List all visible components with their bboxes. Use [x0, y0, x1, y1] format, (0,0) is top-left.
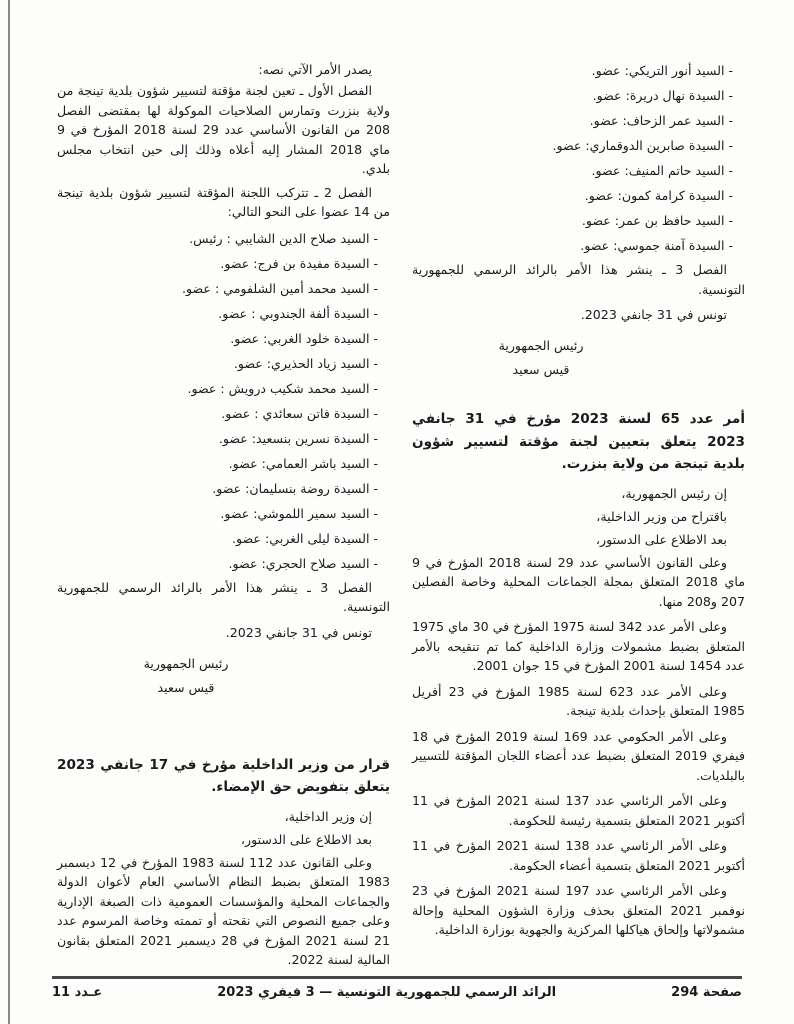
visas-list-left [57, 853, 390, 970]
decree-heading: أمر عدد 65 لسنة 2023 مؤرخ في 31 جانفي 2023 يتعلق بتعيين لجنة مؤقتة لتسيير شؤون بلدية تينجة من ولاية بنزرت. [412, 411, 745, 472]
dateline-left: تونس في 31 جانفي 2023. [225, 624, 372, 640]
footer-rule [52, 976, 742, 979]
member-item: - السيد محمد أمين الشلفومي : عضو. [182, 280, 378, 296]
member-item: - السيدة روضة بنسليمان: عضو. [212, 480, 378, 496]
signature-name: قيس سعيد [512, 362, 570, 377]
member-item: - السيد سمير اللموشي: عضو. [220, 505, 378, 521]
article-2: الفصل 2 ـ تتركب اللجنة المؤقتة لتسيير شؤون بلدية تينجة من 14 عضوا على النحو التالي: [57, 184, 390, 219]
dateline-right: تونس في 31 جانفي 2023. [580, 307, 727, 322]
member-item: - السيدة فاتن سعائدي : عضو. [221, 405, 378, 421]
article-1: الفصل الأول ـ تعين لجنة مؤقتة لتسيير شؤون بلدية تينجة من ولاية بنزرت وتمارس الصلاحيات الموكولة لها بمقتضى الفصل 208 من القانون الأساسي عدد 29 لسنة 2018 المؤرخ في 9 ماي 2018 المشار إليه أعلاه وذلك إلى حين انتخاب مجلس بلدي. [57, 83, 390, 176]
article-3-left: الفصل 3 ـ ينشر هذا الأمر بالرائد الرسمي للجمهورية التونسية. [57, 579, 390, 614]
visa-paragraph: وعلى الأمر الحكومي عدد 169 لسنة 2019 المؤرخ في 18 فيفري 2019 المتعلق بضبط عدد أعضاء اللجان المؤقتة للتسيير بالبلديات. [412, 728, 745, 783]
visa-paragraph: وعلى الأمر عدد 623 لسنة 1985 المؤرخ في 23 أفريل 1985 المتعلق بإحداث بلدية تينجة. [412, 683, 745, 718]
article-3-right: الفصل 3 ـ ينشر هذا الأمر بالرائد الرسمي للجمهورية التونسية. [412, 262, 745, 297]
issue-line: يصدر الأمر الآتي نصه: [258, 62, 372, 77]
members-list-left [57, 226, 390, 576]
preamble-line: بعد الاطلاع على الدستور، [240, 831, 372, 847]
page-content [57, 58, 745, 976]
preamble-line: بعد الاطلاع على الدستور، [595, 531, 727, 547]
member-item: - السيد باشر العمامي: عضو. [228, 455, 378, 471]
visas-list-right [412, 553, 745, 940]
preamble-line: إن رئيس الجمهورية، [621, 485, 727, 501]
decision-heading: قرار من وزير الداخلية مؤرخ في 17 جانفي 2023 يتعلق بتفويض حق الإمضاء. [57, 756, 390, 795]
journal-title: الرائد الرسمي للجمهورية التونسية — 3 فيفري 2023 [217, 985, 557, 1000]
footer [52, 985, 742, 1000]
preamble-line: باقتراح من وزير الداخلية، [596, 508, 727, 524]
member-item: - السيد زياد الحذيري: عضو. [233, 355, 378, 371]
member-item: - السيدة مفيدة بن فرج: عضو. [220, 255, 378, 271]
column-right [412, 58, 745, 976]
visa-paragraph: وعلى الأمر عدد 342 لسنة 1975 المؤرخ في 30 ماي 1975 المتعلق بضبط مشمولات وزارة الداخلية كما تم تنقيحه بالأمر عدد 1454 لسنة 2001 المؤرخ في 15 جوان 2001. [412, 619, 745, 673]
member-item: - السيدة آمنة جموسي: عضو. [580, 238, 733, 253]
members-list-right [412, 58, 745, 258]
signature-block-right [499, 334, 584, 382]
signature-title: رئيس الجمهورية [143, 655, 229, 671]
member-item: - السيد حافظ بن عمر: عضو. [581, 213, 733, 228]
visa-paragraph: وعلى القانون عدد 112 لسنة 1983 المؤرخ في 12 ديسمبر 1983 المتعلق بضبط النظام الأساسي العام لأعوان الدولة والجماعات المحلية والمؤسسات العمومية ذات الصبغة الإدارية وعلى جميع النصوص التي نقحته أو تممته وخاصة المرسوم عدد 21 لسنة 2021 المؤرخ في 28 ديسمبر 2021 المتعلق بقانون المالية لسنة 2022. [57, 854, 390, 967]
preamble-list-left [57, 805, 390, 851]
visa-paragraph: وعلى الأمر الرئاسي عدد 138 لسنة 2021 المؤرخ في 11 أكتوبر 2021 المتعلق بتسمية أعضاء الحكومة. [412, 838, 745, 873]
member-item: - السيدة خلود الغربي: عضو. [230, 330, 378, 346]
member-item: - السيدة نهال دريرة: عضو. [592, 88, 733, 103]
member-item: - السيدة ألفة الجندوبي : عضو. [218, 305, 378, 321]
scan-border-left [8, 0, 10, 1024]
visa-paragraph: وعلى الأمر الرئاسي عدد 137 لسنة 2021 المؤرخ في 11 أكتوبر 2021 المتعلق بتسمية رئيسة للحكومة. [412, 793, 745, 828]
issue-number: عـدد 11 [52, 985, 103, 1000]
page-number: صفحة 294 [671, 985, 742, 1000]
column-left [57, 58, 390, 976]
member-item: - السيد صلاح الحجري: عضو. [228, 555, 378, 571]
member-item: - السيدة ليلى الغربي: عضو. [232, 530, 378, 546]
member-item: - السيد محمد شكيب درويش : عضو. [187, 380, 378, 396]
member-item: - السيدة نسرين بنسعيد: عضو. [218, 430, 378, 446]
signature-title: رئيس الجمهورية [498, 338, 584, 353]
preamble-list-right [412, 482, 745, 551]
member-item: - السيد صلاح الدين الشايبي : رئيس. [189, 230, 378, 246]
visa-paragraph: وعلى القانون الأساسي عدد 29 لسنة 2018 المؤرخ في 9 ماي 2018 المتعلق بمجلة الجماعات المحلية وخاصة الفصلين 207 و208 منها. [412, 554, 745, 609]
member-item: - السيدة كرامة كمون: عضو. [584, 188, 733, 203]
signature-block-left [144, 652, 229, 700]
preamble-line: إن وزير الداخلية، [284, 808, 372, 824]
member-item: - السيد حاتم المنيف: عضو. [591, 163, 733, 178]
signature-name: قيس سعيد [157, 679, 215, 695]
member-item: - السيدة صابرين الدوقماري: عضو. [552, 138, 733, 153]
member-item: - السيد أنور التريكي: عضو. [591, 63, 733, 78]
visa-paragraph: وعلى الأمر الرئاسي عدد 197 لسنة 2021 المؤرخ في 23 نوفمبر 2021 المتعلق بحذف وزارة الشؤون المحلية وإحالة مشمولاتها وإلحاق هياكلها المركزية والجهوية بوزارة الداخلية. [412, 883, 745, 937]
member-item: - السيد عمر الزحاف: عضو. [589, 113, 733, 128]
